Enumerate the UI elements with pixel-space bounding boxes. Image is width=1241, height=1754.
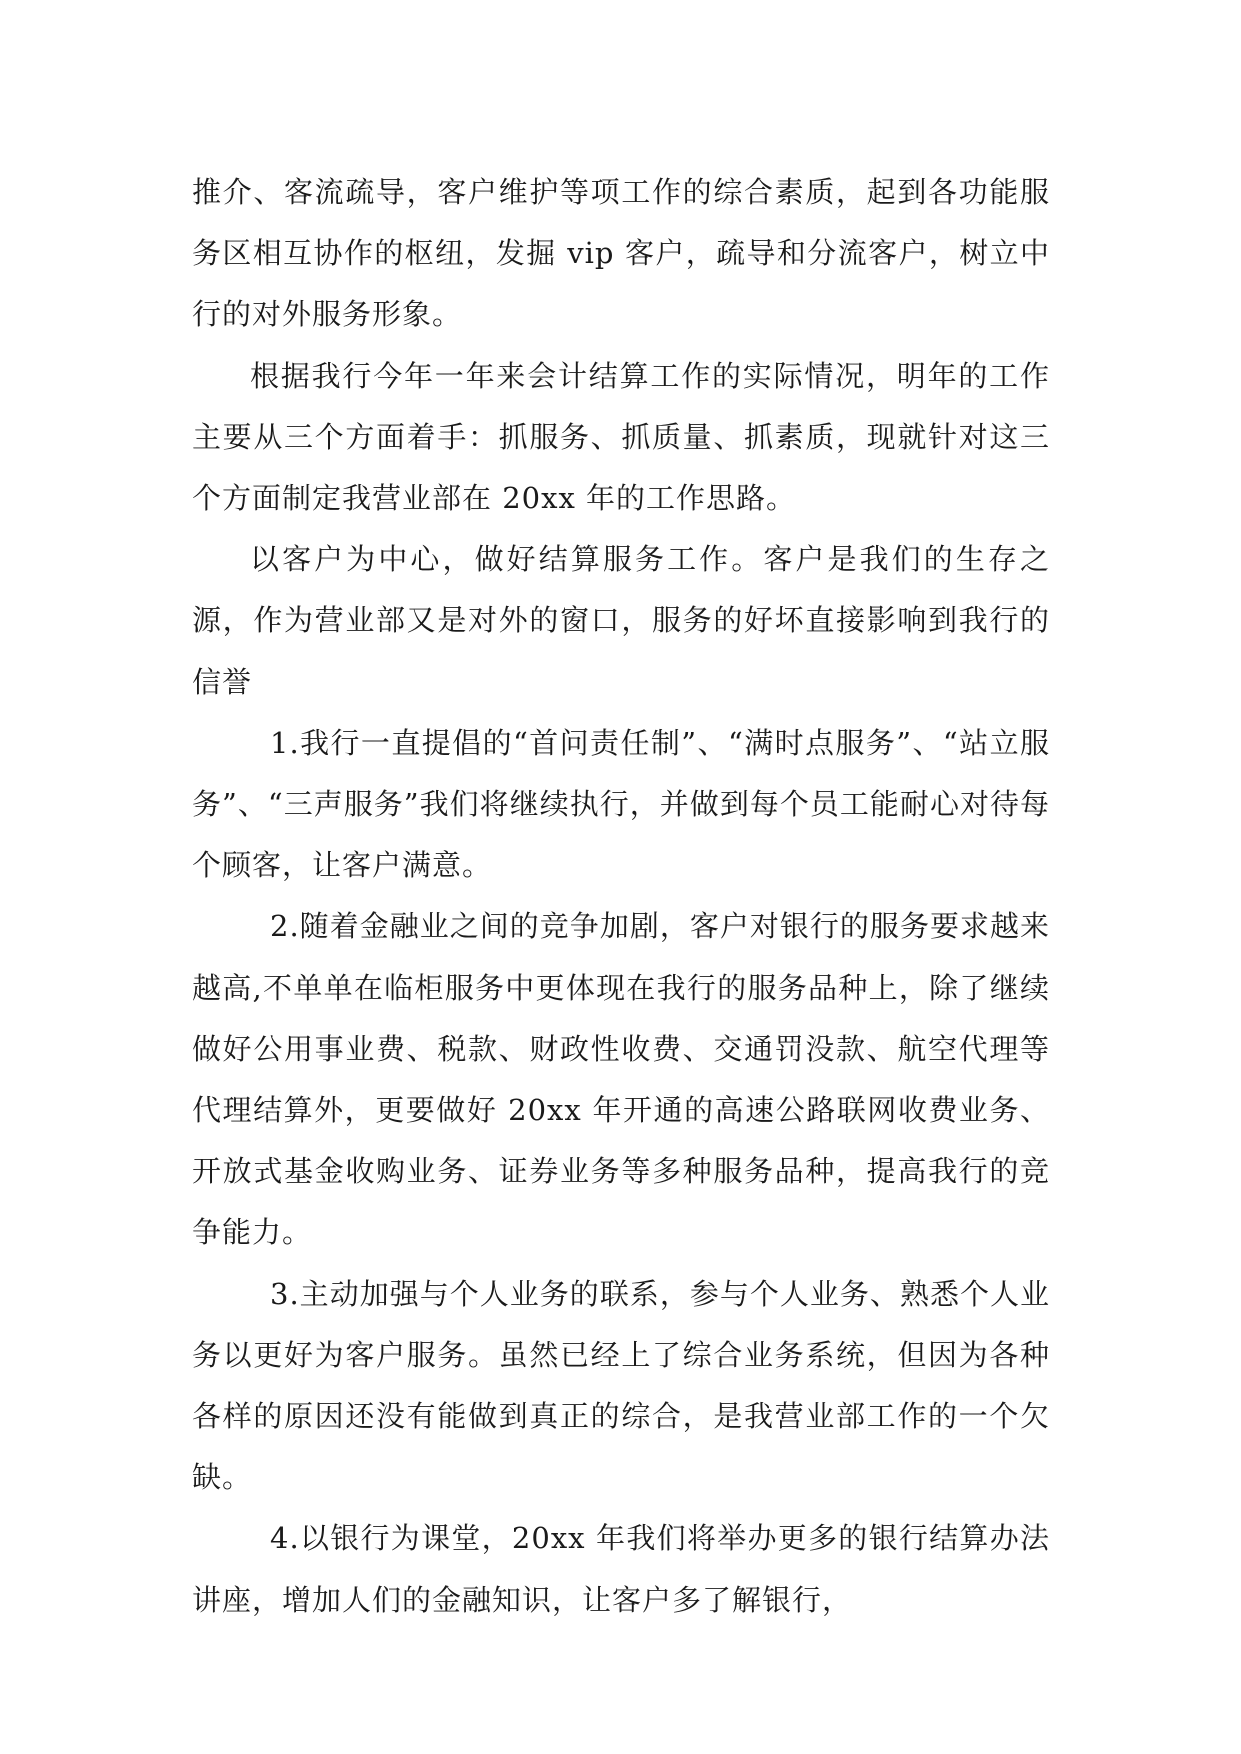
paragraph-work-plan-intro: 根据我行今年一年来会计结算工作的实际情况，明年的工作主要从三个方面着手：抓服务、抓质量、抓素质，现就针对这三个方面制定我营业部在 20xx 年的工作思路。 [192, 358, 1050, 516]
paragraph-customer-center: 以客户为中心，做好结算服务工作。客户是我们的生存之源，作为营业部又是对外的窗口，服务的好坏直接影响到我行的信誉 [192, 542, 1050, 699]
document-body [192, 162, 1050, 1631]
list-item-4: 4.以银行为课堂，20xx 年我们将举办更多的银行结算办法讲座，增加人们的金融知识，让客户多了解银行， [192, 1521, 1050, 1617]
paragraph-continuation: 推介、客流疏导，客户维护等项工作的综合素质，起到各功能服务区相互协作的枢纽，发掘 vip 客户，疏导和分流客户，树立中行的对外服务形象。 [192, 175, 1050, 332]
list-item-2: 2.随着金融业之间的竞争加剧，客户对银行的服务要求越来越高,不单单在临柜服务中更体现在我行的服务品种上，除了继续做好公用事业费、税款、财政性收费、交通罚没款、航空代理等代理结算外，更要做好 20xx 年开通的高速公路联网收费业务、开放式基金收购业务、证券业务等多种服务品种，提高我行的竞争能力。 [192, 909, 1050, 1250]
list-item-1: 1.我行一直提倡的“首问责任制”、“满时点服务”、“站立服务”、“三声服务”我们将继续执行，并做到每个员工能耐心对待每个顾客，让客户满意。 [192, 725, 1050, 883]
list-item-3: 3.主动加强与个人业务的联系，参与个人业务、熟悉个人业务以更好为客户服务。虽然已经上了综合业务系统，但因为各种各样的原因还没有能做到真正的综合，是我营业部工作的一个欠缺。 [192, 1276, 1050, 1495]
